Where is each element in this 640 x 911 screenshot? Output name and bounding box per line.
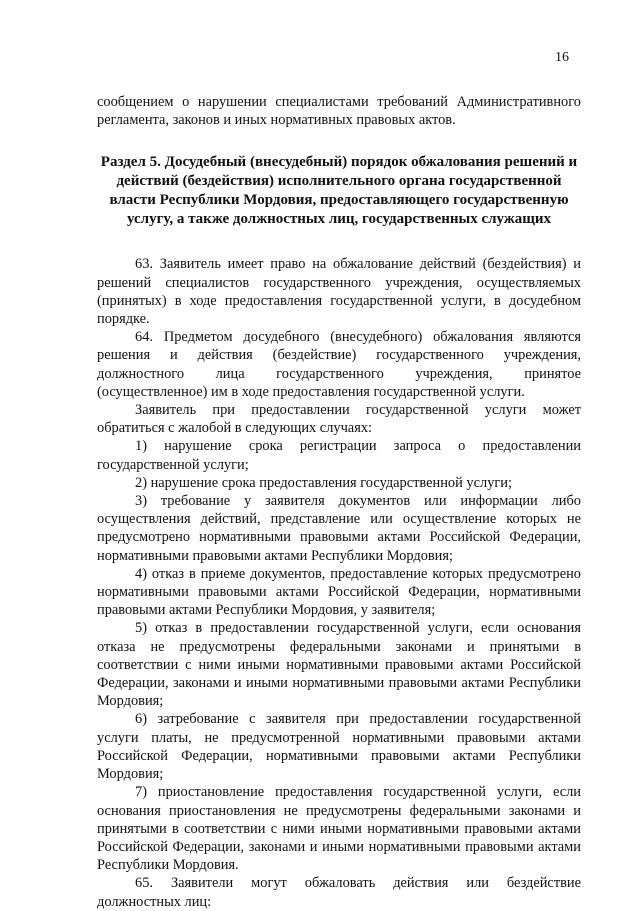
- list-item-3: 3) требование у заявителя документов или информации либо осуществления действий, представление или осуществление которых не предусмотрено нормативными правовыми актами Российской Федерации, нормативными правовыми актами Республики Мордовия;: [97, 493, 581, 564]
- list-item-4: 4) отказ в приеме документов, предоставление которых предусмотрено нормативными правовыми актами Российской Федерации, нормативными правовыми актами Республики Мордовия, у заявителя;: [97, 565, 581, 619]
- list-item-5: 5) отказ в предоставлении государственной услуги, если основания отказа не предусмотрены федеральными законами и принятыми в соответствии с ними иными нормативными правовыми актами Российской Федерации, законами и иными нормативными правовыми актами Республики Мордовия;: [97, 620, 581, 710]
- list-item-7: 7) приостановление предоставления государственной услуги, если основания приостановления не предусмотрены федеральными законами и принятыми в соответствии с ними иными нормативными правовыми актами Российской Федерации, законами и иными нормативными правовыми актами Республики Мордовия.: [97, 784, 581, 874]
- list-item-1: 1) нарушение срока регистрации запроса о предоставлении государственной услуги;: [97, 438, 581, 473]
- paragraph-63: 63. Заявитель имеет право на обжалование действий (бездействия) и решений специалистов государственного учреждения, осуществляемых (принятых) в ходе предоставления государственной услуги, в досудебном порядке.: [97, 256, 581, 328]
- complaint-cases-intro: Заявитель при предоставлении государственной услуги может обратиться с жалобой в следующих случаях:: [97, 402, 581, 437]
- paragraph-64: 64. Предметом досудебного (внесудебного) обжалования являются решения и действия (бездействие) государственного учреждения, должностного лица государственного учреждения, принятое (осуществленное) им в ходе предоставления государственной услуги.: [97, 329, 581, 400]
- list-item-2: 2) нарушение срока предоставления государственной услуги;: [135, 474, 512, 491]
- document-body: [97, 93, 581, 911]
- section-title: Раздел 5. Досудебный (внесудебный) порядок обжалования решений и действий (бездействия) исполнительного органа государственной власти Республики Мордовия, предоставляющего государственную услугу, а также должностных лиц, государственных служащих: [100, 154, 578, 228]
- page-number: 16: [555, 50, 569, 65]
- paragraph-65: 65. Заявители могут обжаловать действия или бездействие должностных лиц:: [97, 875, 581, 910]
- list-item-6: 6) затребование с заявителя при предоставлении государственной услуги платы, не предусмотренной нормативными правовыми актами Российской Федерации, нормативными правовыми актами Республики Мордовия;: [97, 711, 581, 783]
- intro-paragraph: сообщением о нарушении специалистами требований Административного регламента, законов и иных нормативных правовых актов.: [97, 94, 581, 129]
